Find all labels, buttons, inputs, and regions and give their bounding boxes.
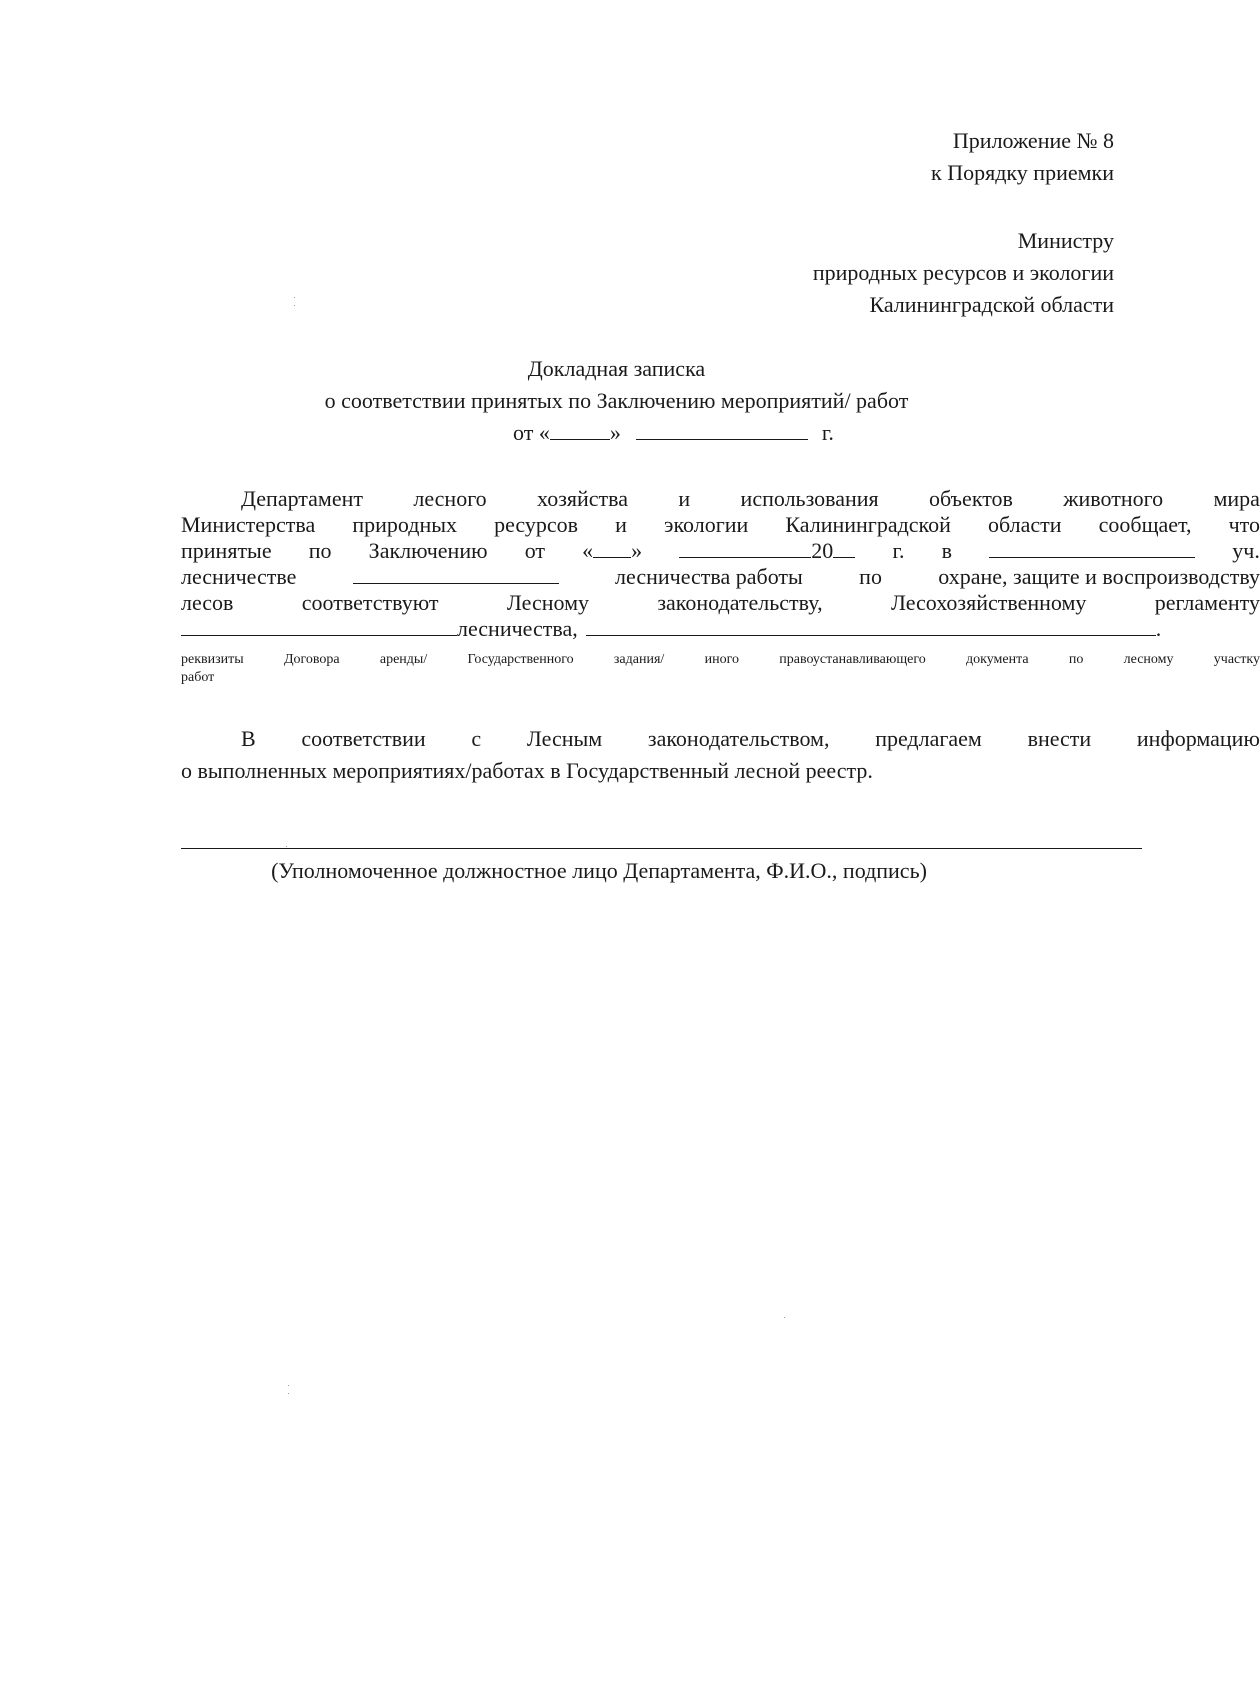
date-prefix: от « bbox=[513, 420, 550, 445]
word: по bbox=[859, 564, 882, 589]
word: регламенту bbox=[1154, 590, 1260, 615]
conclusion-month-year-group bbox=[679, 538, 855, 564]
word: охране, защите и воспроизводству bbox=[938, 564, 1260, 589]
word: лесничества, bbox=[457, 616, 578, 641]
appendix-number: Приложение № 8 bbox=[952, 128, 1114, 153]
word: от bbox=[524, 538, 546, 563]
paragraph-1-line-2-text: Министерства природных ресурсов и экологии Калининградской области сообщает, что bbox=[181, 512, 1260, 537]
word: соответствуют bbox=[301, 590, 439, 615]
addressee-line-3: Калининградской области bbox=[869, 292, 1114, 317]
word: с bbox=[471, 726, 482, 751]
date-mid: » bbox=[609, 420, 621, 445]
word: . bbox=[1155, 616, 1162, 641]
word: объектов bbox=[929, 486, 1013, 511]
word: лесного bbox=[413, 486, 487, 511]
conclusion-date-group bbox=[582, 538, 642, 564]
quote-close: » bbox=[631, 538, 643, 563]
word: лесов bbox=[181, 590, 234, 615]
field-hint-line-2: работ bbox=[181, 670, 215, 685]
addressee-line-2: природных ресурсов и экологии bbox=[812, 260, 1114, 285]
word: животного bbox=[1063, 486, 1164, 511]
word: реквизиты bbox=[181, 652, 244, 667]
word: правоустанавливающего bbox=[779, 652, 926, 667]
scan-speck bbox=[294, 305, 295, 306]
signature-line[interactable] bbox=[181, 848, 1142, 849]
word: лесному bbox=[1123, 652, 1174, 667]
word: лесничества работы bbox=[615, 564, 803, 589]
signature-caption: (Уполномоченное должностное лицо Департамента, Ф.И.О., подпись) bbox=[271, 858, 927, 883]
district-forestry-blank[interactable] bbox=[989, 538, 1195, 558]
word: задания/ bbox=[613, 652, 665, 667]
scan-speck bbox=[288, 1393, 289, 1394]
word: по bbox=[1068, 652, 1084, 667]
forestry-name-blank[interactable] bbox=[353, 564, 559, 584]
word: хозяйства bbox=[537, 486, 629, 511]
word: аренды/ bbox=[379, 652, 428, 667]
agreement-details-blank[interactable] bbox=[586, 616, 1156, 636]
word: Лесохозяйственному bbox=[890, 590, 1087, 615]
paragraph-2-line-2: о выполненных мероприятиях/работах в Государственный лесной реестр. bbox=[181, 758, 873, 783]
appendix-reference: к Порядку приемки bbox=[931, 160, 1114, 185]
quote-open: « bbox=[582, 538, 594, 563]
word: лесничестве bbox=[181, 564, 297, 589]
date-day-blank[interactable] bbox=[550, 420, 610, 440]
conclusion-month-blank[interactable] bbox=[679, 538, 811, 558]
regulation-forestry-blank[interactable] bbox=[181, 616, 457, 636]
word: Лесным bbox=[526, 726, 603, 751]
word: законодательству, bbox=[657, 590, 823, 615]
word: иного bbox=[704, 652, 739, 667]
field-hint-line-1 bbox=[181, 652, 1260, 668]
conclusion-year-blank[interactable] bbox=[833, 538, 855, 558]
word: Департамент bbox=[241, 486, 364, 511]
word: по bbox=[308, 538, 332, 563]
paragraph-1-line-3 bbox=[181, 538, 1260, 564]
word: внести bbox=[1027, 726, 1092, 751]
word: Лесному bbox=[506, 590, 590, 615]
date-month-blank[interactable] bbox=[636, 420, 808, 440]
paragraph-2-line-1 bbox=[241, 726, 1260, 752]
word: информацию bbox=[1136, 726, 1260, 751]
word: использования bbox=[740, 486, 879, 511]
addressee-line-1: Министру bbox=[1017, 228, 1114, 253]
year-prefix: 20 bbox=[811, 538, 834, 563]
scan-speck bbox=[784, 1317, 785, 1318]
word: соответствии bbox=[301, 726, 426, 751]
word: участку bbox=[1213, 652, 1260, 667]
document-subtitle: о соответствии принятых по Заключению мероприятий/ работ bbox=[324, 388, 909, 413]
word: В bbox=[241, 726, 256, 751]
word: законодательством, bbox=[647, 726, 830, 751]
word: предлагаем bbox=[875, 726, 982, 751]
paragraph-1-line-1 bbox=[241, 486, 1260, 512]
paragraph-1-line-5 bbox=[181, 590, 1260, 616]
conclusion-day-blank[interactable] bbox=[593, 538, 631, 558]
word: уч. bbox=[1232, 538, 1260, 563]
word: г. bbox=[892, 538, 905, 563]
word: в bbox=[941, 538, 953, 563]
date-suffix: г. bbox=[821, 420, 834, 445]
paragraph-1-line-4 bbox=[181, 564, 1260, 590]
word: Заключению bbox=[368, 538, 488, 563]
word: мира bbox=[1213, 486, 1260, 511]
word: и bbox=[678, 486, 691, 511]
word: Договора bbox=[283, 652, 340, 667]
paragraph-1-line-6 bbox=[181, 616, 1260, 642]
scan-speck bbox=[286, 846, 287, 847]
word: принятые bbox=[181, 538, 272, 563]
word: документа bbox=[966, 652, 1029, 667]
title-date-line bbox=[513, 420, 834, 446]
scan-speck bbox=[294, 297, 295, 298]
paragraph-1-line-2 bbox=[181, 512, 1260, 538]
scan-speck bbox=[288, 1385, 289, 1386]
document-title: Докладная записка bbox=[527, 356, 706, 381]
word: Государственного bbox=[467, 652, 574, 667]
